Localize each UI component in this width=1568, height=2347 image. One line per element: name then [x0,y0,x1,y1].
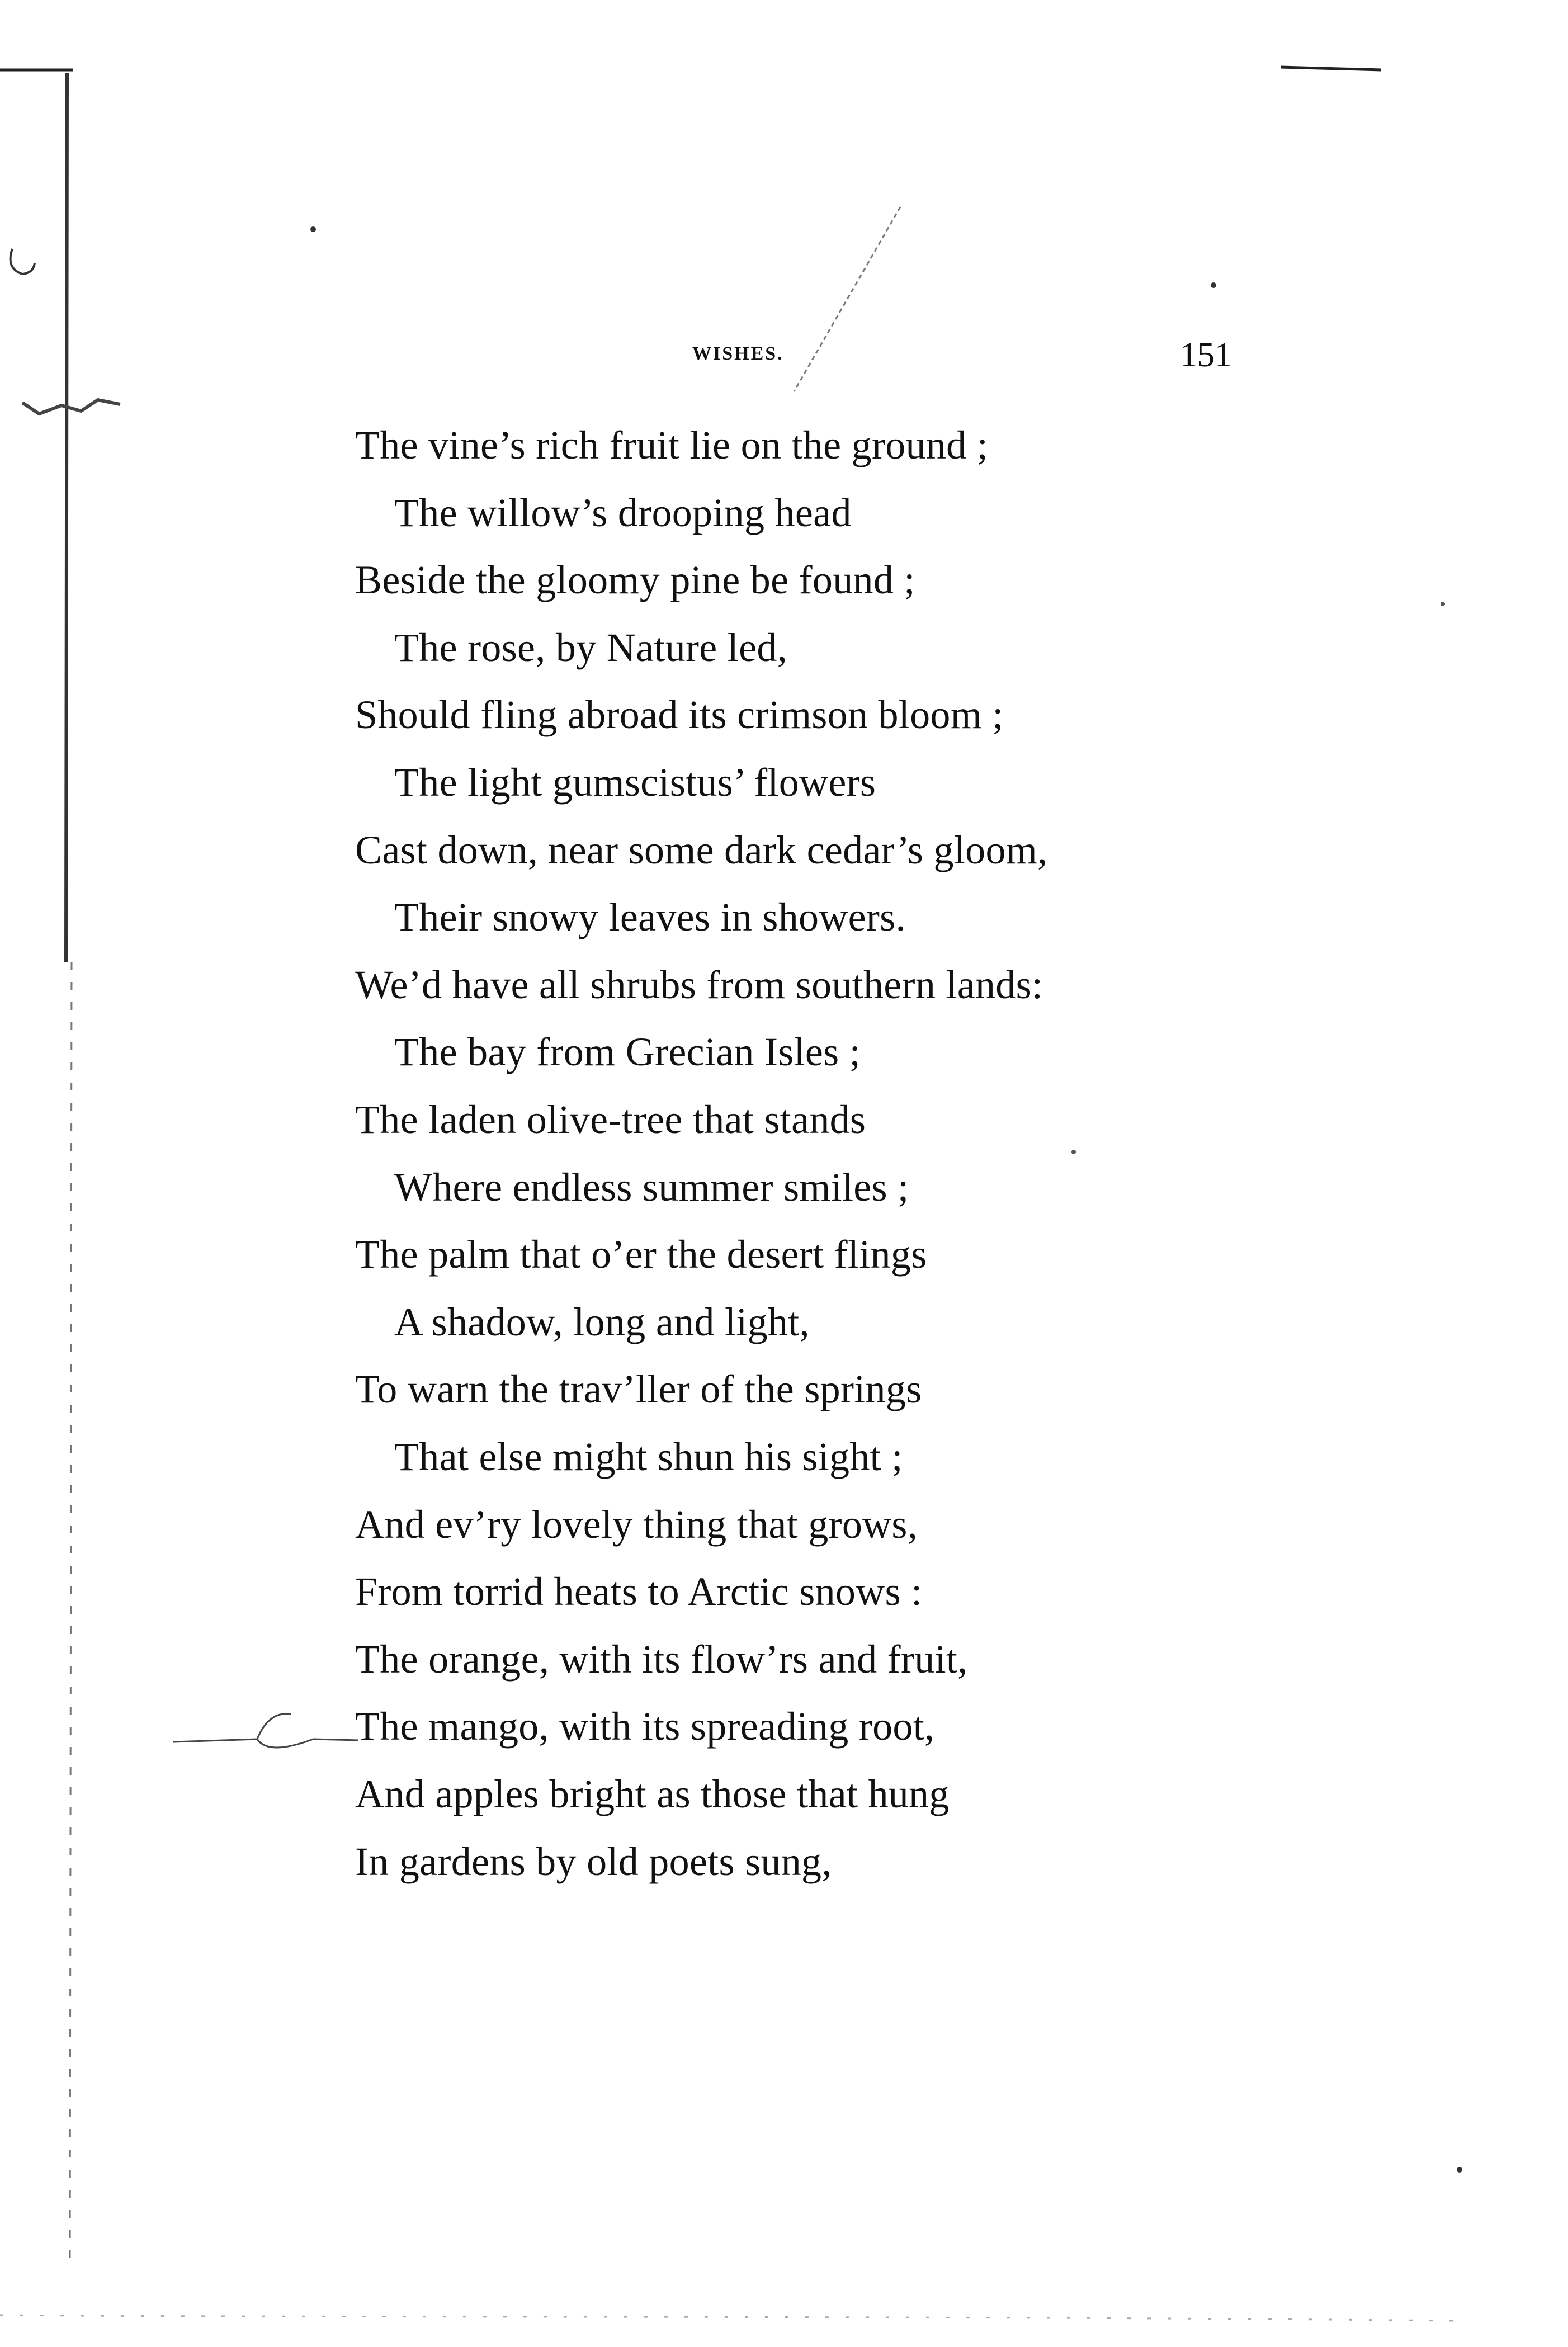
page-number: 151 [1180,336,1232,374]
poem-line: The light gumscistus’ flowers [394,760,876,805]
poem-line: The bay from Grecian Isles ; [394,1030,861,1074]
running-title: WISHES. [692,343,784,364]
poem-line: The palm that o’er the desert flings [355,1232,927,1277]
poem-line: A shadow, long and light, [394,1300,810,1344]
poem-line: We’d have all shrubs from southern lands: [355,962,1043,1007]
poem-line: The rose, by Nature led, [394,625,787,670]
poem-line: Should fling abroad its crimson bloom ; [355,692,1004,737]
poem-line: In gardens by old poets sung, [355,1839,832,1884]
poem-line: And apples bright as those that hung [355,1772,950,1816]
poem-line: That else might shun his sight ; [394,1434,903,1479]
poem-line: Cast down, near some dark cedar’s gloom, [355,828,1048,872]
poem-line: Their snowy leaves in showers. [394,895,906,939]
poem-line: From torrid heats to Arctic snows : [355,1569,923,1614]
poem-line: The laden olive-tree that stands [355,1097,866,1142]
poem-line: Beside the gloomy pine be found ; [355,558,915,602]
poem-line: To warn the trav’ller of the springs [355,1367,922,1411]
poem-line: Where endless summer smiles ; [394,1165,909,1210]
poem-line: The mango, with its spreading root, [355,1704,935,1749]
poem-line: The vine’s rich fruit lie on the ground ; [355,423,989,467]
poem-line: The willow’s drooping head [394,490,852,535]
poem-line: And ev’ry lovely thing that grows, [355,1502,918,1547]
poem-line: The orange, with its flow’rs and fruit, [355,1637,968,1682]
